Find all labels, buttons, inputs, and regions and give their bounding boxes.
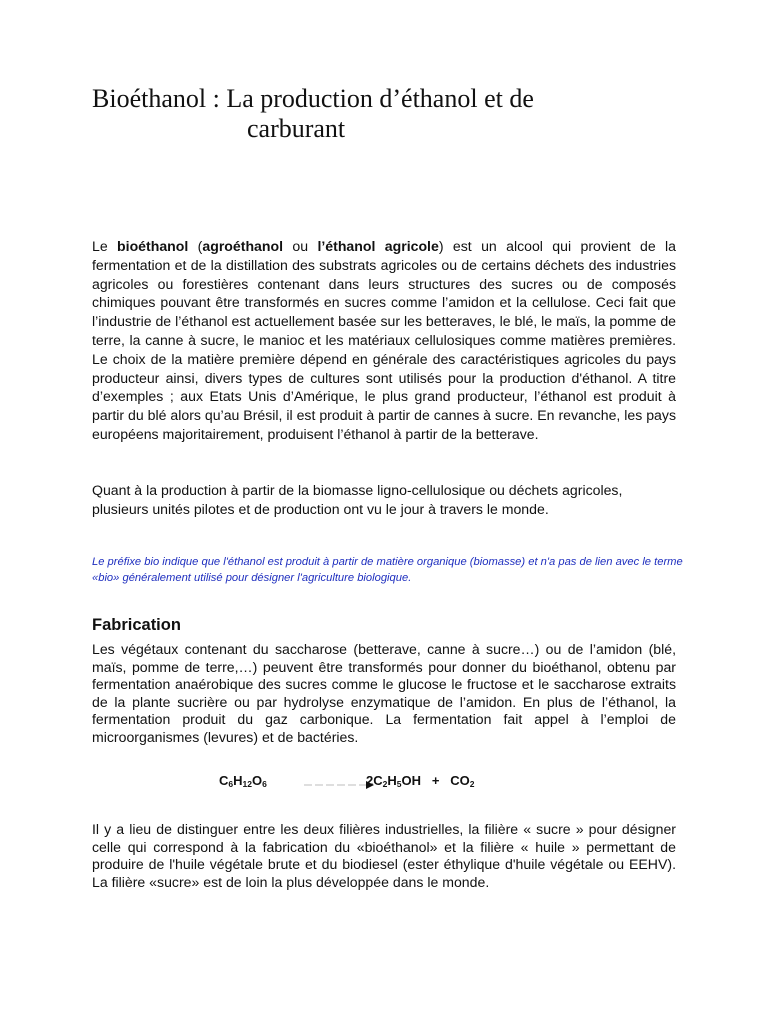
intro-text-3: ou [283, 238, 318, 254]
title-line-1: Bioéthanol : La production d’éthanol et de [92, 84, 534, 113]
equation-reactant: $C_6H_{12}O_6$ [219, 773, 267, 789]
intro-text-4: ) est un alcool qui provient de la fermentation et de la distillation des substrats agricoles ou de certains déchets des industries agricoles ou forestières contenant dans leurs structures des sucres ou de composés chimiques pouvant être transformés en sucres comme l’amidon et la cellulose. Ceci fait que l’industrie de l’éthanol est actuellement basée sur les betteraves, le blé, le maïs, la pomme de terre, la canne à sucre, le manioc et les matériaux cellulosiques comme matières premières. Le choix de la matière première dépend en générale des caractéristiques agricoles du pays producteur ainsi, divers types de cultures sont utilisés pour la production d'éthanol. A titre d’exemples ; aux Etats Unis d’Amérique, le plus grand producteur, l’éthanol est produit à partir du blé alors qu’au Brésil, il est produit à partir de cannes à sucre. En revanche, les pays européens majoritairement, produisent l’éthanol à partir de la betterave. [92, 238, 677, 442]
reaction-arrow-icon [304, 779, 374, 791]
bio-prefix-note: Le préfixe bio indique que l'éthanol est produit à partir de matière organique (biomasse) et n'a pas de lien avec le terme «bio» généralement utilisé pour désigner l'agriculture biologique. [92, 556, 683, 584]
page-title [92, 84, 692, 144]
equation-products: $2C_2H_5OH$ + $CO_2$ [366, 773, 475, 789]
term-bioethanol: bioéthanol [117, 238, 189, 254]
fabrication-paragraph: Les végétaux contenant du saccharose (betterave, canne à sucre…) ou de l’amidon (blé, maïs, pomme de terre,…) peuvent être transformés pour donner du bioéthanol, obtenu par fermentation anaérobique des sucres comme le glucose le fructose et le saccharose extraits de la plante sucrière ou par hydrolyse enzymatique de l’amidon. En plus de l’éthanol, la fermentation produit du gaz carbonique. La fermentation fait appel à l’emploi de microorganismes (levures) et de bactéries. [92, 641, 676, 745]
term-agroethanol: agroéthanol [202, 238, 284, 254]
fabrication-heading: Fabrication [92, 616, 181, 634]
title-line-2: carburant [247, 114, 346, 143]
intro-text-2: ( [188, 238, 203, 254]
term-ethanol-agricole: l’éthanol agricole [317, 238, 439, 254]
intro-paragraph [92, 237, 676, 444]
filieres-paragraph: Il y a lieu de distinguer entre les deux filières industrielles, la filière « sucre » pour désigner celle qui correspond à la fabrication du «bioéthanol» et la filière « huile » permettant de produire de l'huile végétale brute et du biodiesel (ester éthylique d'huile végétale ou EEHV). La filière «sucre» est de loin la plus développée dans le monde. [92, 821, 676, 890]
biomass-paragraph: Quant à la production à partir de la biomasse ligno-cellulosique ou déchets agricoles, plusieurs unités pilotes et de production ont vu le jour à travers le monde. [92, 482, 623, 517]
intro-text-1: Le [92, 238, 118, 254]
